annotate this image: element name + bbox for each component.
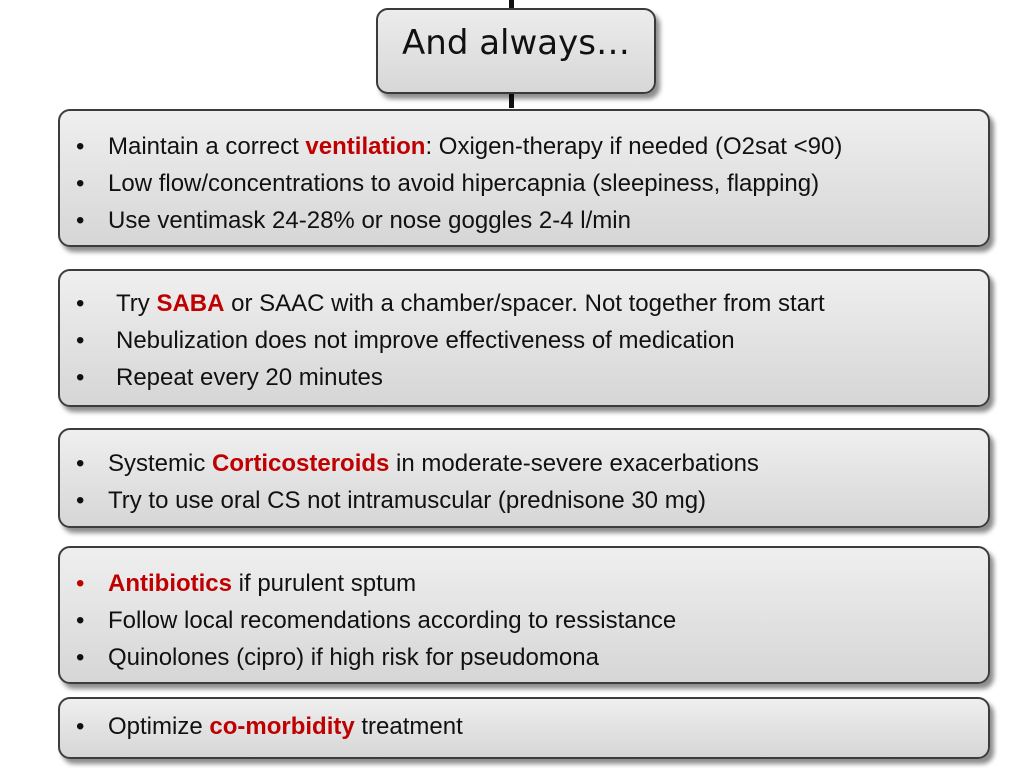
bullet: • xyxy=(76,207,85,234)
highlight-text: SABA xyxy=(156,290,225,317)
bullet: • xyxy=(76,327,85,354)
connector-title-to-panel xyxy=(509,94,514,108)
panel-comorbidity xyxy=(58,697,990,759)
bullet: • xyxy=(76,713,85,740)
panel-bronchodilators xyxy=(58,269,990,407)
list-item: • Try SABA or SAAC with a chamber/spacer. Not together from start xyxy=(60,285,988,322)
highlight-text: Antibiotics xyxy=(108,570,232,597)
title-box xyxy=(376,8,656,94)
bullet: • xyxy=(76,570,85,597)
bullet: • xyxy=(76,450,85,477)
bullet: • xyxy=(76,644,85,671)
bullet: • xyxy=(76,364,85,391)
list-item: • Use ventimask 24-28% or nose goggles 2-4 l/min xyxy=(60,202,988,239)
connector-top xyxy=(509,0,514,8)
list-item: • Low flow/concentrations to avoid hipercapnia (sleepiness, flapping) xyxy=(60,165,988,202)
list-item: • Try to use oral CS not intramuscular (prednisone 30 mg) xyxy=(60,482,988,519)
list-item: • Antibiotics if purulent sptum xyxy=(60,565,988,602)
list-item: • Quinolones (cipro) if high risk for pseudomona xyxy=(60,639,988,676)
panel-corticosteroids xyxy=(58,428,990,528)
highlight-text: ventilation xyxy=(305,133,426,160)
title-text: And always… xyxy=(402,23,630,63)
highlight-text: co-morbidity xyxy=(209,713,355,740)
list-item: • Maintain a correct ventilation: Oxigen-therapy if needed (O2sat <90) xyxy=(60,128,988,165)
bullet: • xyxy=(76,290,85,317)
list-item: • Follow local recomendations according to ressistance xyxy=(60,602,988,639)
list-item: • Nebulization does not improve effectiveness of medication xyxy=(60,322,988,359)
bullet: • xyxy=(76,487,85,514)
list-item: • Systemic Corticosteroids in moderate-severe exacerbations xyxy=(60,445,988,482)
bullet: • xyxy=(76,607,85,634)
list-item: • Optimize co-morbidity treatment xyxy=(60,708,988,745)
bullet: • xyxy=(76,133,85,160)
bullet: • xyxy=(76,170,85,197)
highlight-text: Corticosteroids xyxy=(212,450,390,477)
panel-ventilation xyxy=(58,109,990,247)
list-item: • Repeat every 20 minutes xyxy=(60,359,988,396)
panel-antibiotics xyxy=(58,546,990,684)
